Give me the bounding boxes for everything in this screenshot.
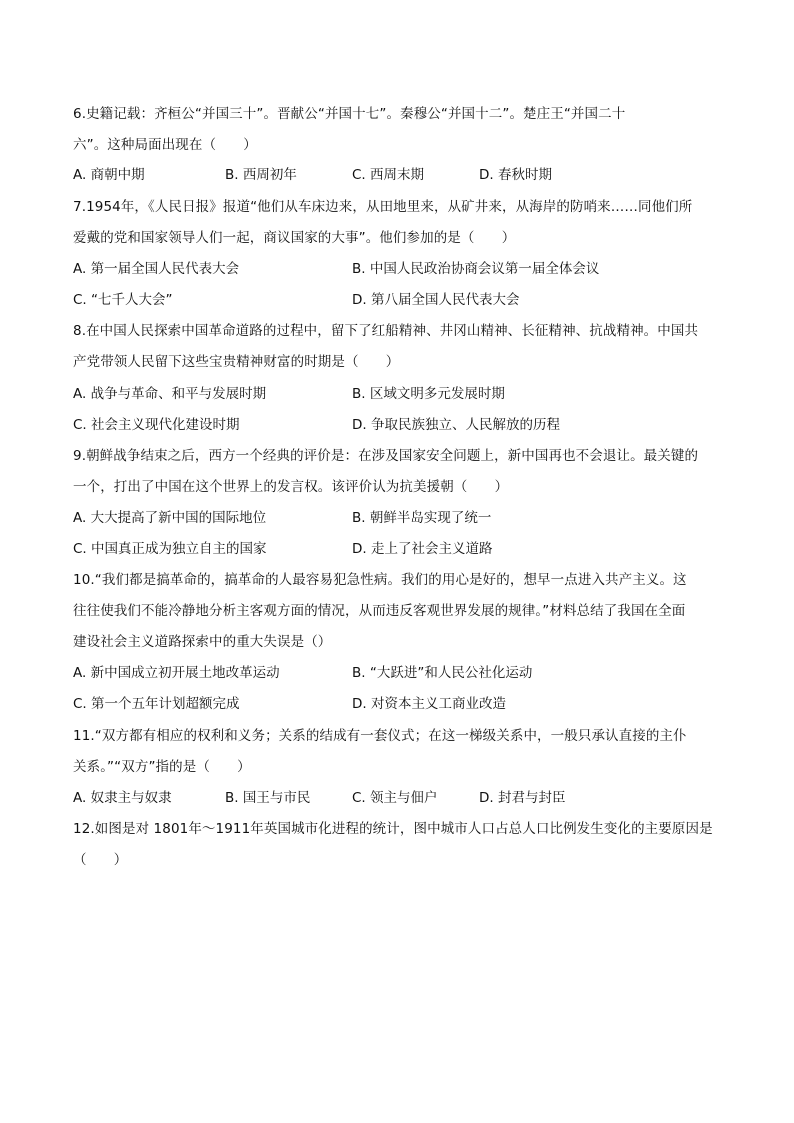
question-9-option-d: D. 走上了社会主义道路 [352,541,493,557]
question-10-option-a: A. 新中国成立初开展土地改革运动 [73,665,280,681]
question-10-option-d: D. 对资本主义工商业改造 [352,696,506,712]
question-6-option-b: B. 西周初年 [225,167,297,183]
question-6-stem-line-1: 6.史籍记载：齐桓公“并国三十”。晋献公“并国十七”。秦穆公“并国十二”。楚庄王“并国二十 [73,106,626,122]
question-11-stem-line-2: 关系。”“双方”指的是（ ） [73,759,251,775]
question-10-option-b: B. “大跃进”和人民公社化运动 [352,665,533,681]
question-10-stem-line-1: 10.“我们都是搞革命的，搞革命的人最容易犯急性病。我们的用心是好的，想早一点进入共产主义。这 [73,572,687,588]
question-10-stem-line-3: 建设社会主义道路探索中的重大失误是（） [73,634,332,650]
question-8-option-b: B. 区域文明多元发展时期 [352,386,505,402]
question-6-option-a: A. 商朝中期 [73,167,145,183]
question-11-option-a: A. 奴隶主与奴隶 [73,790,172,806]
question-8-option-a: A. 战争与革命、和平与发展时期 [73,386,267,402]
question-7-option-b: B. 中国人民政治协商会议第一届全体会议 [352,261,600,277]
question-9-option-c: C. 中国真正成为独立自主的国家 [73,541,267,557]
question-7-stem-line-1: 7.1954年，《人民日报》报道“他们从车床边来，从田地里来，从矿井来，从海岸的防哨来……同他们所 [73,199,693,215]
question-11-stem-line-1: 11.“双方都有相应的权利和义务；关系的结成有一套仪式；在这一梯级关系中，一般只承认直接的主仆 [73,728,687,744]
question-9-stem-line-1: 9.朝鲜战争结束之后，西方一个经典的评价是：在涉及国家安全问题上，新中国再也不会退让。最关键的 [73,448,699,464]
question-9-stem-line-2: 一个，打出了中国在这个世界上的发言权。该评价认为抗美援朝（ ） [73,479,509,495]
question-11-option-c: C. 领主与佃户 [352,790,438,806]
question-11-option-d: D. 封君与封臣 [479,790,566,806]
question-7-stem-line-2: 爱戴的党和国家领导人们一起，商议国家的大事”。他们参加的是（ ） [73,230,516,246]
question-6-stem-line-2: 六”。这种局面出现在（ ） [73,137,257,153]
question-9-option-b: B. 朝鲜半岛实现了统一 [352,510,492,526]
question-8-stem-line-1: 8.在中国人民探索中国革命道路的过程中，留下了红船精神、井冈山精神、长征精神、抗战精神。中国共 [73,323,699,339]
question-8-option-c: C. 社会主义现代化建设时期 [73,417,240,433]
question-7-option-c: C. “七千人大会” [73,292,173,308]
question-6-option-c: C. 西周末期 [352,167,425,183]
question-11-option-b: B. 国王与市民 [225,790,311,806]
question-8-option-d: D. 争取民族独立、人民解放的历程 [352,417,560,433]
question-12-stem-line-1: 12.如图是对 1801年～1911年英国城市化进程的统计，图中城市人口占总人口比例发生变化的主要原因是 [73,821,713,837]
question-10-option-c: C. 第一个五年计划超额完成 [73,696,240,712]
question-7-option-a: A. 第一届全国人民代表大会 [73,261,240,277]
question-9-option-a: A. 大大提高了新中国的国际地位 [73,510,267,526]
question-8-stem-line-2: 产党带领人民留下这些宝贵精神财富的时期是（ ） [73,354,400,370]
question-6-option-d: D. 春秋时期 [479,167,552,183]
question-10-stem-line-2: 往往使我们不能冷静地分析主客观方面的情况，从而违反客观世界发展的规律。”材料总结了我国在全面 [73,603,686,619]
question-7-option-d: D. 第八届全国人民代表大会 [352,292,520,308]
question-12-stem-line-2: （ ） [73,852,128,868]
